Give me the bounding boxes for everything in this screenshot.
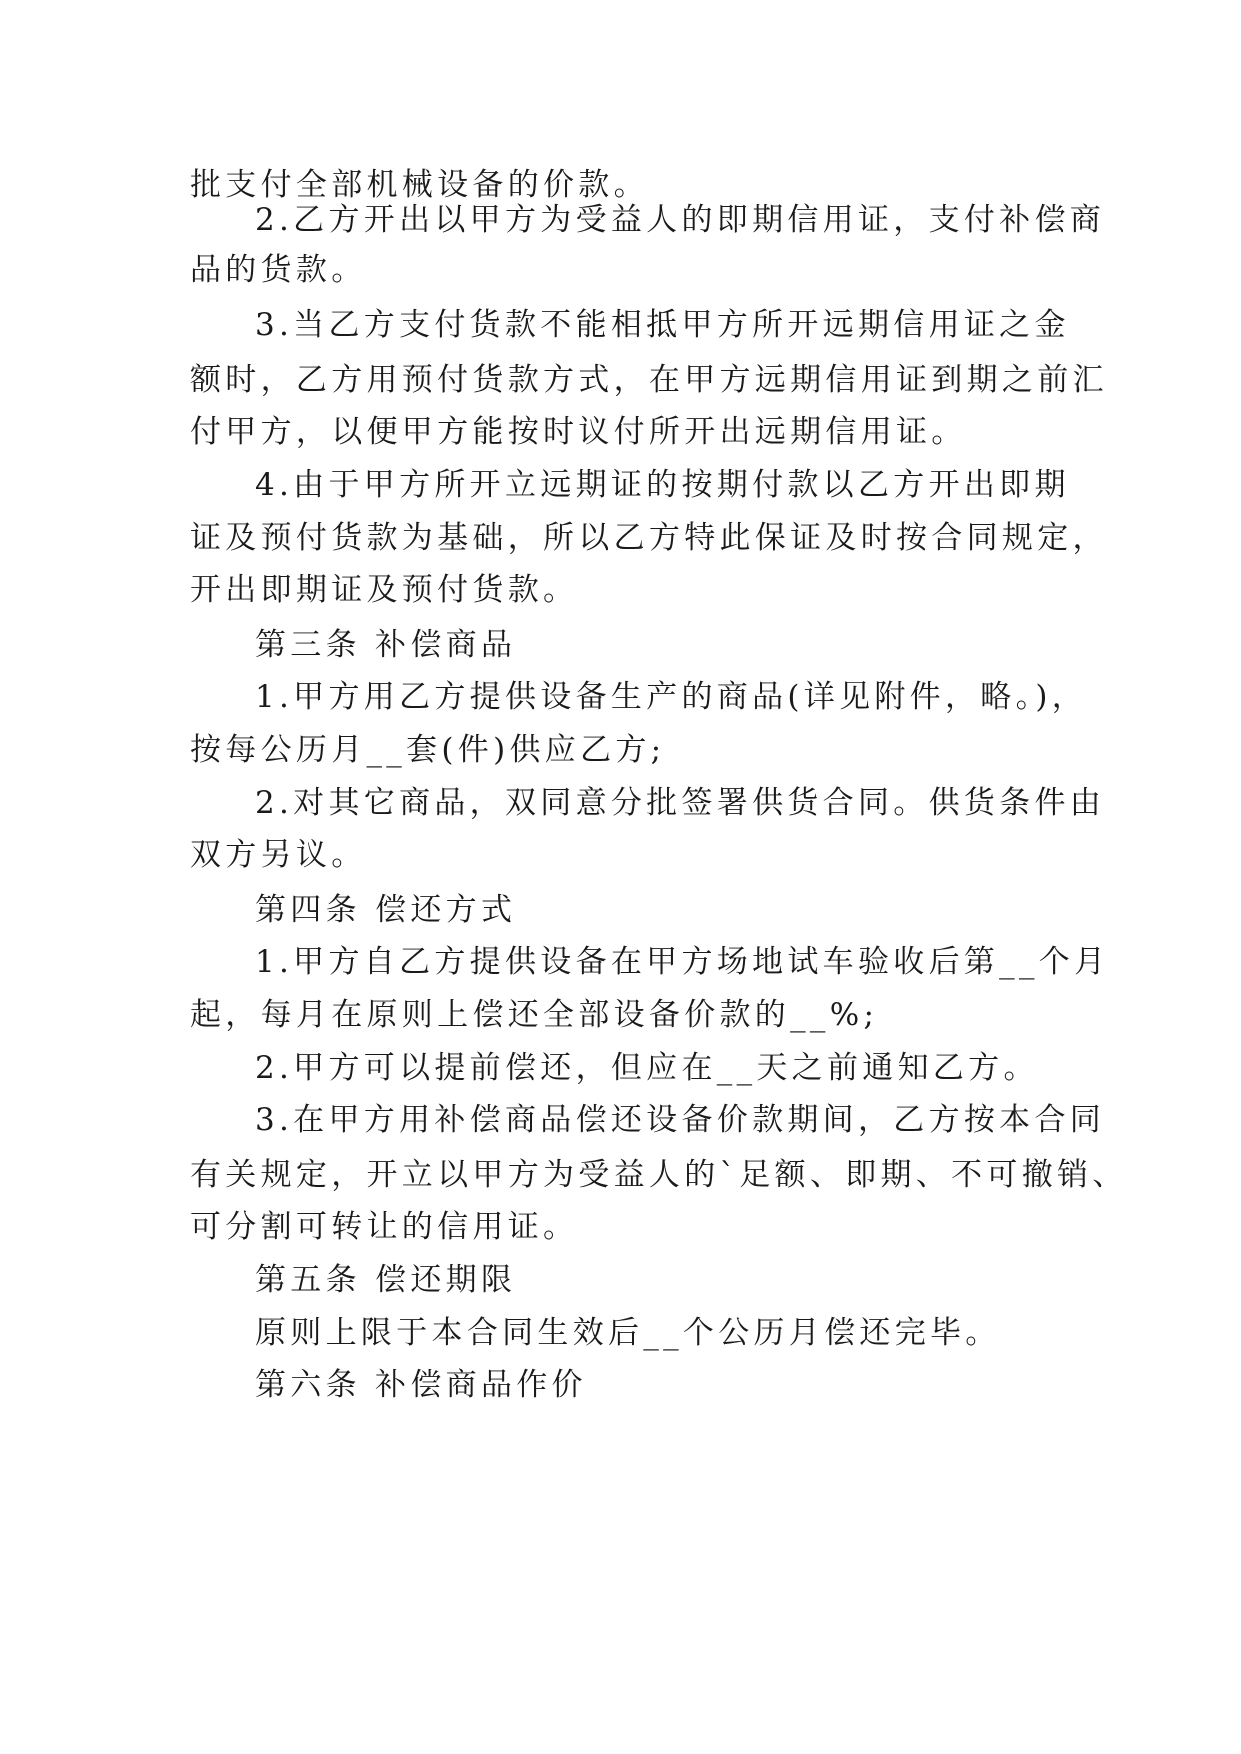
paragraph-line: 1.甲方用乙方提供设备生产的商品(详见附件，略。)， — [255, 679, 1088, 715]
paragraph-line: 证及预付货款为基础，所以乙方特此保证及时按合同规定， — [190, 520, 1108, 556]
article-heading: 第六条 补偿商品作价 — [255, 1367, 587, 1403]
paragraph-line: 可分割可转让的信用证。 — [190, 1209, 579, 1245]
paragraph-line: 有关规定，开立以甲方为受益人的`足额、即期、不可撤销、 — [190, 1157, 1128, 1193]
article-heading: 第五条 偿还期限 — [255, 1262, 517, 1298]
paragraph-line: 3.在甲方用补偿商品偿还设备价款期间，乙方按本合同 — [255, 1102, 1106, 1138]
paragraph-line: 4.由于甲方所开立远期证的按期付款以乙方开出即期 — [255, 467, 1070, 503]
paragraph-line: 起，每月在原则上偿还全部设备价款的__%; — [190, 997, 879, 1033]
paragraph-line: 按每公历月__套(件)供应乙方; — [190, 732, 666, 768]
paragraph-line: 双方另议。 — [190, 837, 367, 873]
article-heading: 第三条 补偿商品 — [255, 627, 517, 663]
article-heading: 第四条 偿还方式 — [255, 892, 517, 928]
paragraph-line: 2.乙方开出以甲方为受益人的即期信用证，支付补偿商 — [255, 202, 1106, 238]
paragraph-line: 付甲方，以便甲方能按时议付所开出远期信用证。 — [190, 414, 967, 450]
paragraph-line: 品的货款。 — [190, 252, 367, 288]
paragraph-line: 1.甲方自乙方提供设备在甲方场地试车验收后第__个月 — [255, 944, 1110, 980]
paragraph-line: 3.当乙方支付货款不能相抵甲方所开远期信用证之金 — [255, 307, 1070, 343]
paragraph-line: 原则上限于本合同生效后__个公历月偿还完毕。 — [255, 1315, 1001, 1351]
paragraph-line: 2.甲方可以提前偿还，但应在__天之前通知乙方。 — [255, 1050, 1039, 1086]
paragraph-line: 额时，乙方用预付货款方式，在甲方远期信用证到期之前汇 — [190, 362, 1108, 398]
paragraph-line: 批支付全部机械设备的价款。 — [190, 167, 649, 203]
paragraph-line: 开出即期证及预付货款。 — [190, 572, 579, 608]
paragraph-line: 2.对其它商品，双同意分批签署供货合同。供货条件由 — [255, 785, 1106, 821]
